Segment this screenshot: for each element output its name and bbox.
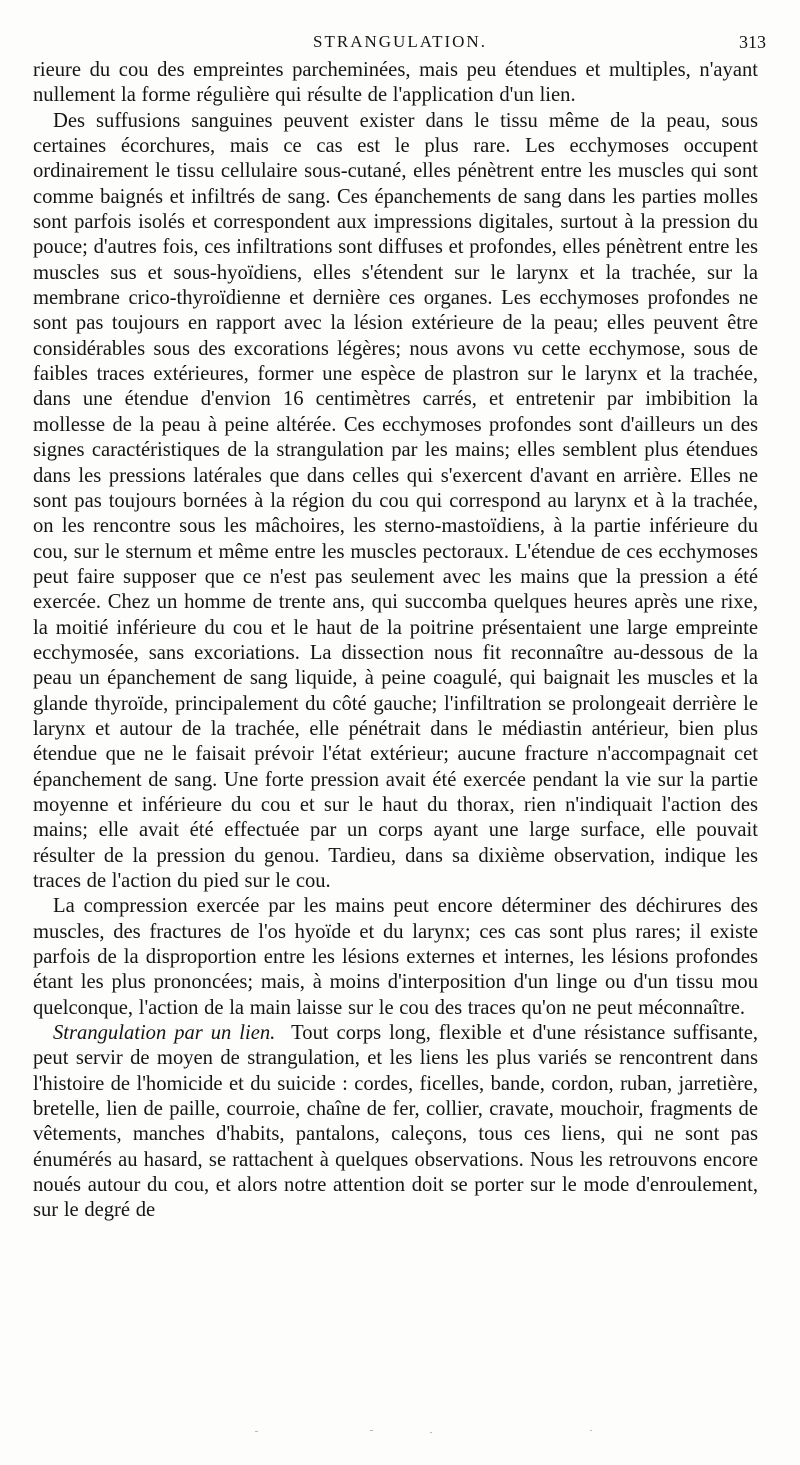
running-head xyxy=(34,32,766,56)
scan-speck xyxy=(255,1431,258,1432)
scan-speck xyxy=(430,1432,432,1433)
section-heading: Strangulation par un lien. xyxy=(53,1022,276,1045)
paragraph-strangulation-lien xyxy=(33,1021,758,1224)
scan-speck xyxy=(370,1430,373,1431)
scan-specks xyxy=(0,1428,800,1438)
page-number: 313 xyxy=(739,32,766,52)
paragraph-continued: rieure du cou des empreintes parcheminées, mais peu étendues et multiples, n'ayant nullement la forme régulière qui résulte de l'application d'un lien. xyxy=(33,59,758,107)
scan-speck xyxy=(590,1430,592,1431)
body-text xyxy=(33,58,758,1224)
running-title: STRANGULATION. xyxy=(313,32,487,51)
section-text: Tout corps long, flexible et d'une résistance suffisante, peut servir de moyen de strangulation, et les liens les plus variés se rencontrent dans l'histoire de l'homicide et du suicide : cordes, ficelles, bande, cordon, ruban, jarretière, bretelle, lien de paille, courroie, chaîne de fer, collier, cravate, mouchoir, fragments de vêtements, manches d'habits, pantalons, caleçons, tous ces liens, qui ne sont pas énumérés au hasard, se rattachent à quelques observations. Nous les retrouvons encore noués autour du cou, et alors notre attention doit se porter sur le mode d'enroulement, sur le degré de xyxy=(33,1022,759,1222)
paragraph-suffusions: Des suffusions sanguines peuvent exister dans le tissu même de la peau, sous certaines écorchures, mais ce cas est le plus rare. Les ecchymoses occupent ordinairement le tissu cellulaire sous-cutané, elles pénètrent entre les muscles qui sont comme baignés et infiltrés de sang. Ces épanchements de sang dans les parties molles sont parfois isolés et correspondent aux impressions digitales, surtout à la pression du pouce; d'autres fois, ces infiltrations sont diffuses et profondes, elles pénètrent entre les muscles sus et sous-hyoïdiens, elles s'étendent sur le larynx et la trachée, sur la membrane crico-thyroïdienne et dernière ces organes. Les ecchymoses profondes ne sont pas toujours en rapport avec la lésion extérieure de la peau; elles peuvent être considérables sous des excorations légères; nous avons vu cette ecchymose, sous de faibles traces extérieures, former une espèce de plastron sur le larynx et la trachée, dans une étendue d'envion 16 centimètres carrés, et entretenir par imbibition la mollesse de la peau à peine altérée. Ces ecchymoses profondes sont d'ailleurs un des signes caractéristiques de la strangulation par les mains; elles semblent plus étendues dans les pressions latérales que dans celles qui s'exercent d'avant en arrière. Elles ne sont pas toujours bornées à la région du cou qui correspond au larynx et à la trachée, on les rencontre sous les mâchoires, les sterno-mastoïdiens, à la partie inférieure du cou, sur le sternum et même entre les muscles pectoraux. L'étendue de ces ecchymoses peut faire supposer que ce n'est pas seulement avec les mains que la pression a été exercée. Chez un homme de trente ans, qui succomba quelques heures après une rixe, la moitié inférieure du cou et le haut de la poitrine présentaient une large empreinte ecchymosée, sans excoriations. La dissection nous fit reconnaître au-dessous de la peau un épanchement de sang liquide, à peine coagulé, qui baignait les muscles et la glande thyroïde, principalement du côté gauche; l'infiltration se prolongeait derrière le larynx et autour de la trachée, elle pénétrait dans le médiastin antérieur, bien plus étendue que ne le faisait prévoir l'état extérieur; aucune fracture n'accompagnait cet épanchement de sang. Une forte pression avait été exercée pendant la vie sur la partie moyenne et inférieure du cou et sur le haut du thorax, rien n'indiquait l'action des mains; elle avait été effectuée par un corps ayant une large surface, elle pouvait résulter de la pression du genou. Tardieu, dans sa dixième observation, indique les traces de l'action du pied sur le cou. xyxy=(33,109,758,892)
paragraph-compression: La compression exercée par les mains peut encore déterminer des déchirures des muscles, des fractures de l'os hyoïde et du larynx; ces cas sont plus rares; il existe parfois de la disproportion entre les lésions externes et internes, les lésions profondes étant les plus prononcées; mais, à moins d'interposition d'un linge ou d'un tissu mou quelconque, l'action de la main laisse sur le cou des traces qu'on ne peut méconnaître. xyxy=(33,895,758,1019)
